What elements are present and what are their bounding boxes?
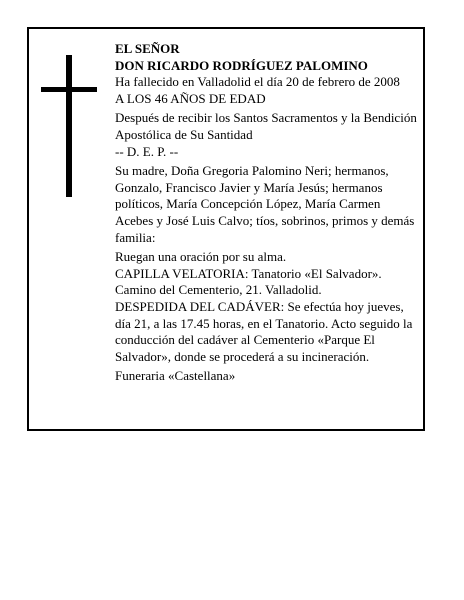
death-date-line: Ha fallecido en Valladolid el día 20 de febrero de 2008 bbox=[115, 74, 400, 90]
age-line: A LOS 46 AÑOS DE EDAD bbox=[115, 90, 266, 106]
chapel-paragraph: CAPILLA VELATORIA: Tanatorio «El Salvador». Camino del Cementerio, 21. Valladolid. bbox=[115, 265, 382, 298]
family-paragraph: Su madre, Doña Gregoria Palomino Neri; hermanos, Gonzalo, Francisco Javier y María Jesús; hermanos políticos, María Concepción López, María Carmen Acebes y José Luis Calvo; tíos, sobrinos, primos y demás familia: bbox=[115, 163, 415, 245]
rip-line: -- D. E. P. -- bbox=[115, 143, 179, 159]
farewell-paragraph: DESPEDIDA DEL CADÁVER: Se efectúa hoy jueves, día 21, a las 17.45 horas, en el Tanatorio. Acto seguido la conducción del cadáver al Cementerio «Parque El Salvador», donde se procederá a su incineración. bbox=[115, 298, 413, 364]
obituary-text bbox=[115, 41, 421, 385]
obituary-notice bbox=[27, 27, 425, 431]
deceased-name: DON RICARDO RODRÍGUEZ PALOMINO bbox=[115, 57, 368, 73]
notice-title-line1: EL SEÑOR bbox=[115, 41, 180, 56]
cross-icon bbox=[41, 55, 97, 197]
sacraments-paragraph: Después de recibir los Santos Sacramentos y la Bendición Apostólica de Su Santidad bbox=[115, 110, 417, 142]
funeral-home-line: Funeraria «Castellana» bbox=[115, 368, 236, 384]
prayer-line: Ruegan una oración por su alma. bbox=[115, 249, 287, 265]
